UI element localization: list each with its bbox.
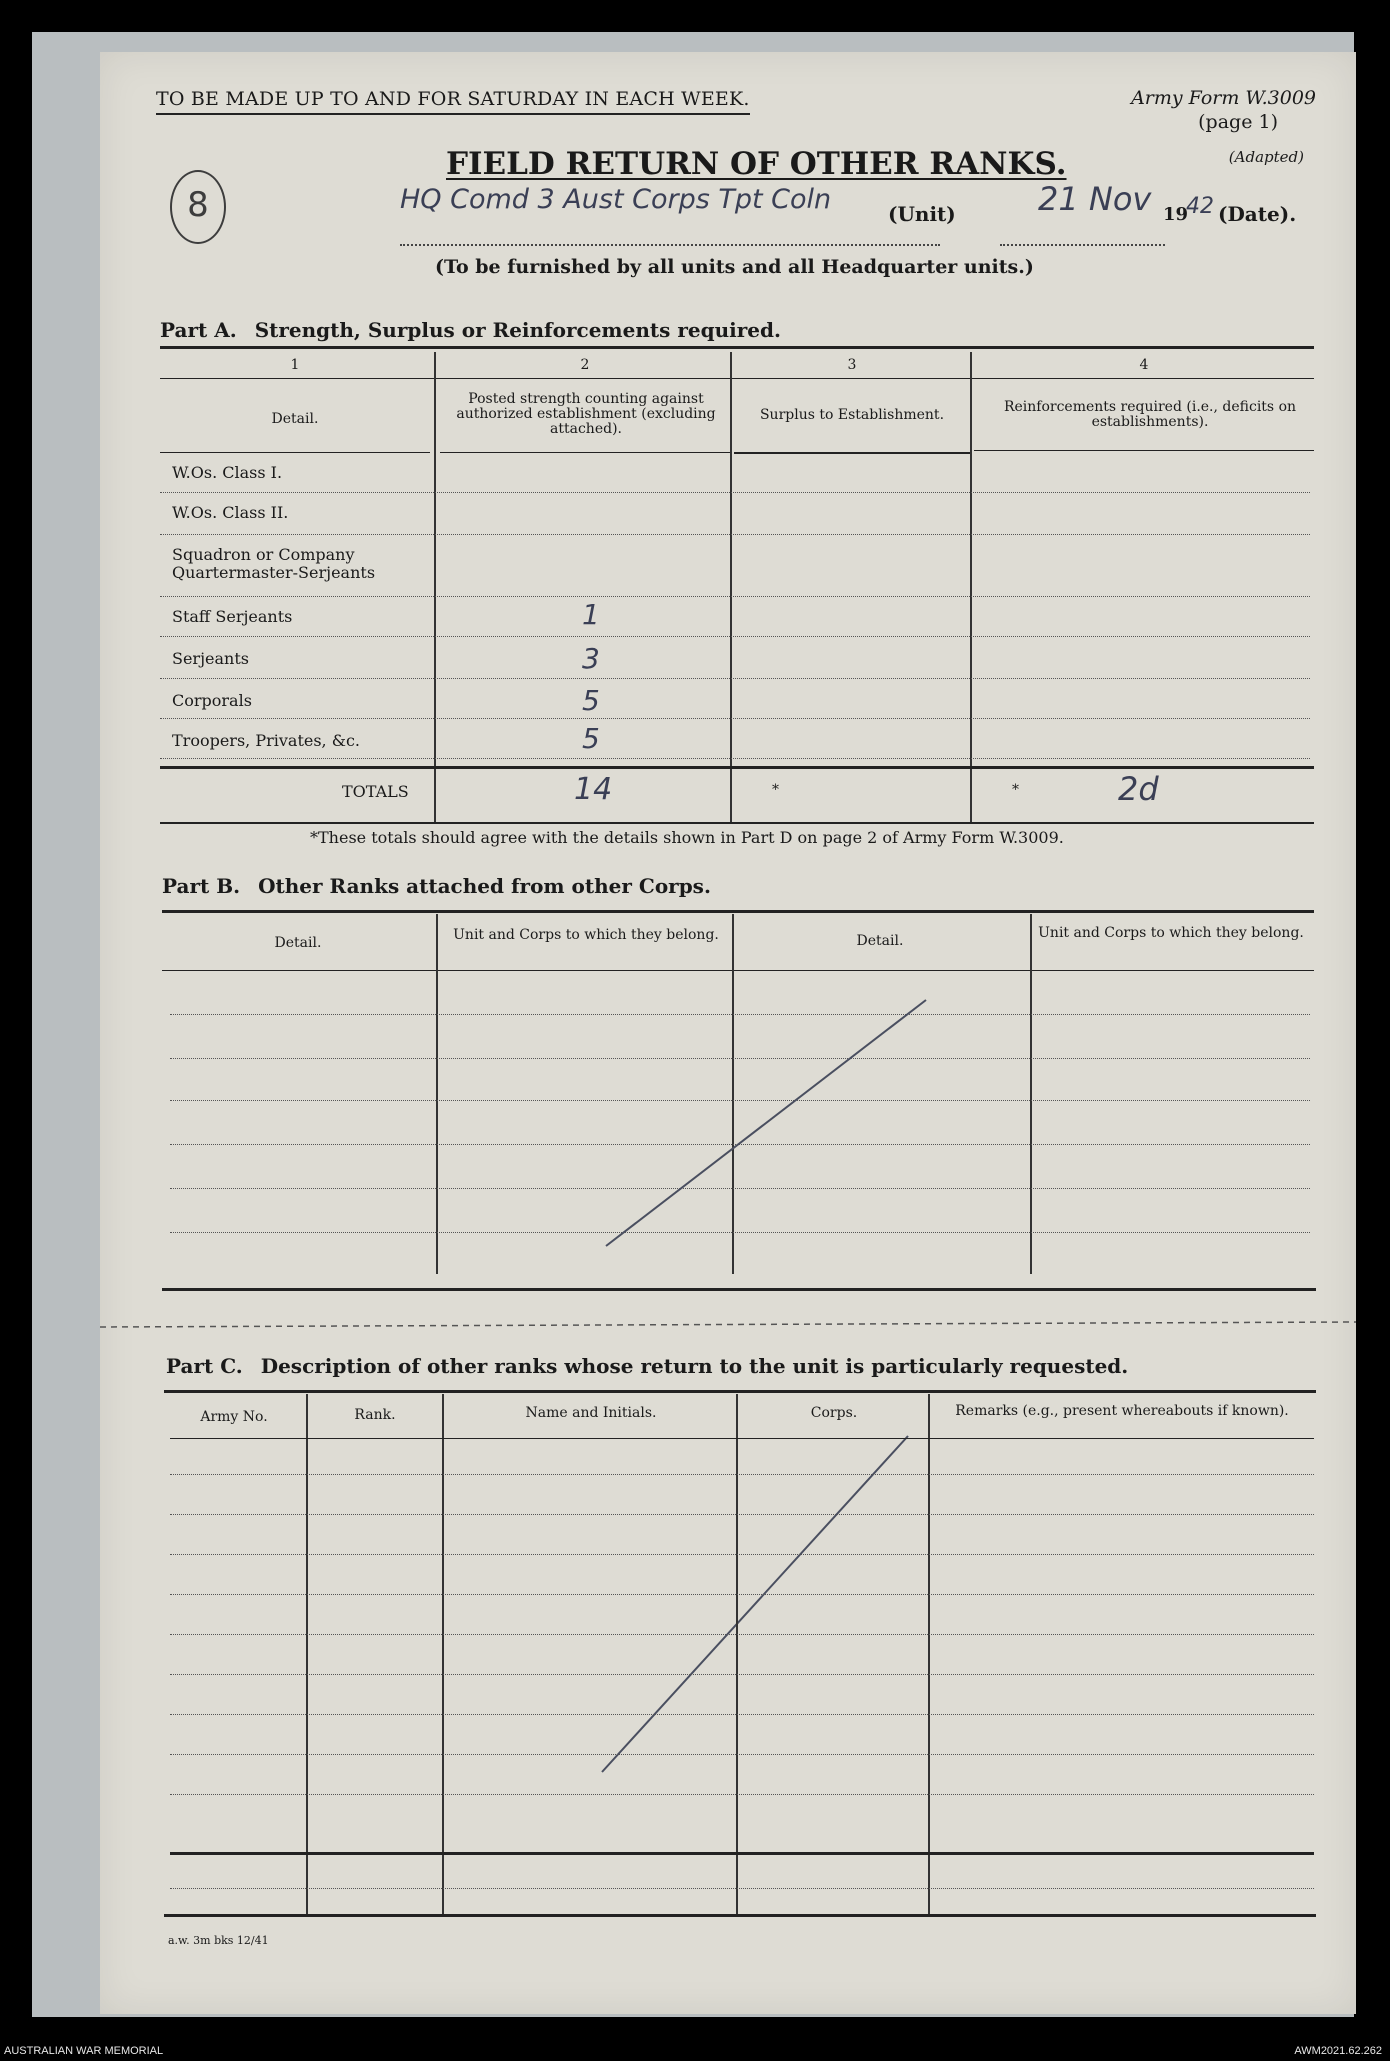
col-header-surplus: Surplus to Establishment. [759,407,945,423]
totals-label: TOTALS [342,782,409,801]
row-line [170,1474,1314,1475]
form-page [100,52,1356,2014]
posted-value: 5 [582,722,600,755]
row-detail: W.Os. Class I. [172,463,283,482]
row-detail: Staff Serjeants [172,607,293,626]
row-line [170,1794,1314,1795]
tear-off-line [100,1322,1356,1327]
row-line [170,1754,1314,1755]
form-page-number: (page 1) [1198,111,1278,133]
part-c-vline-4 [928,1394,930,1914]
row-line [170,1674,1314,1675]
col-header-reinforcements: Reinforcements required (i.e., deficits on establishments). [1003,399,1297,430]
instruction-line: TO BE MADE UP TO AND FOR SATURDAY IN EACH WEEK. [156,88,750,115]
part-b-col-detail: Detail. [274,935,322,951]
totals-posted: 14 [574,772,613,807]
print-code: a.w. 3m bks 12/41 [168,1934,269,1947]
cancellation-strokes [100,52,1356,2014]
col-number-3: 3 [847,357,857,373]
year-handwritten: 42 [1186,194,1214,219]
part-c-vline-2 [442,1394,444,1914]
row-line [170,1634,1314,1635]
part-a-footnote: *These totals should agree with the details shown in Part D on page 2 of Army Form W.3009. [310,828,1064,847]
part-c-col-corps: Corps. [810,1405,858,1421]
part-b-col-unit-2: Unit and Corps to which they belong. [1038,925,1304,941]
adapted-label: (Adapted) [1228,148,1304,166]
part-c-header-rule [170,1438,1314,1439]
part-c-col-remarks: Remarks (e.g., present whereabouts if known). [955,1403,1289,1419]
col-number-4: 4 [1139,357,1149,373]
form-number: Army Form W.3009 [1131,87,1316,109]
part-c-label: Part C. [166,1354,243,1378]
part-b-title: Other Ranks attached from other Corps. [258,874,711,898]
unit-label: (Unit) [888,202,956,226]
furnished-note: (To be furnished by all units and all Headquarter units.) [435,256,1034,278]
posted-value: 1 [582,598,600,631]
part-a-label: Part A. [160,318,237,342]
col-number-1: 1 [290,357,300,373]
part-c-totals-rule [170,1852,1314,1855]
totals-reinf-mark: * [1012,782,1019,798]
row-detail: Troopers, Privates, &c. [172,731,361,750]
row-line [170,1714,1314,1715]
row-line [170,1888,1314,1889]
unit-handwritten: HQ Comd 3 Aust Corps Tpt Coln [400,184,832,215]
part-c-col-rank: Rank. [354,1407,396,1423]
part-a-title: Strength, Surplus or Reinforcements required. [254,318,781,342]
row-detail: Serjeants [172,649,249,668]
year-prefix: 19 [1163,204,1189,225]
part-b-cancel-stroke [606,1000,926,1246]
circled-number: 8 [170,170,226,244]
posted-value: 5 [582,684,600,717]
part-c-vline-1 [306,1394,308,1914]
totals-surplus-mark: * [772,782,779,798]
part-b-label: Part B. [162,874,241,898]
date-handwritten: 21 Nov [1038,180,1152,218]
row-line [170,1554,1314,1555]
part-c-heading [166,1354,1128,1378]
page-title: FIELD RETURN OF OTHER RANKS. [446,146,1067,182]
part-c-col-army-no: Army No. [200,1409,268,1425]
part-c-cancel-stroke [602,1436,908,1772]
part-c-col-name: Name and Initials. [525,1405,657,1421]
col-header-posted: Posted strength counting against authorized establishment (excluding attached). [456,391,716,437]
date-label: (Date). [1218,202,1297,226]
part-c-vline-3 [736,1394,738,1914]
part-c-bottom-rule [164,1914,1316,1917]
row-detail: Corporals [172,691,252,710]
row-detail: W.Os. Class II. [172,503,289,522]
part-c-title: Description of other ranks whose return to the unit is particularly requested. [260,1354,1129,1378]
row-line [170,1514,1314,1515]
part-c-top-rule [164,1390,1316,1393]
totals-reinforcements: 2d [1118,770,1159,808]
part-b-col-detail-2: Detail. [856,933,904,949]
posted-value: 3 [582,642,600,675]
row-line [170,1594,1314,1595]
archive-accession-number: AWM2021.62.262 [1294,2045,1382,2057]
row-detail: Squadron or Company Quartermaster-Serjeants [172,545,376,582]
part-b-col-unit: Unit and Corps to which they belong. [453,927,719,943]
col-header-detail: Detail. [271,411,319,427]
col-number-2: 2 [580,357,590,373]
archive-label: AUSTRALIAN WAR MEMORIAL [4,2045,164,2057]
